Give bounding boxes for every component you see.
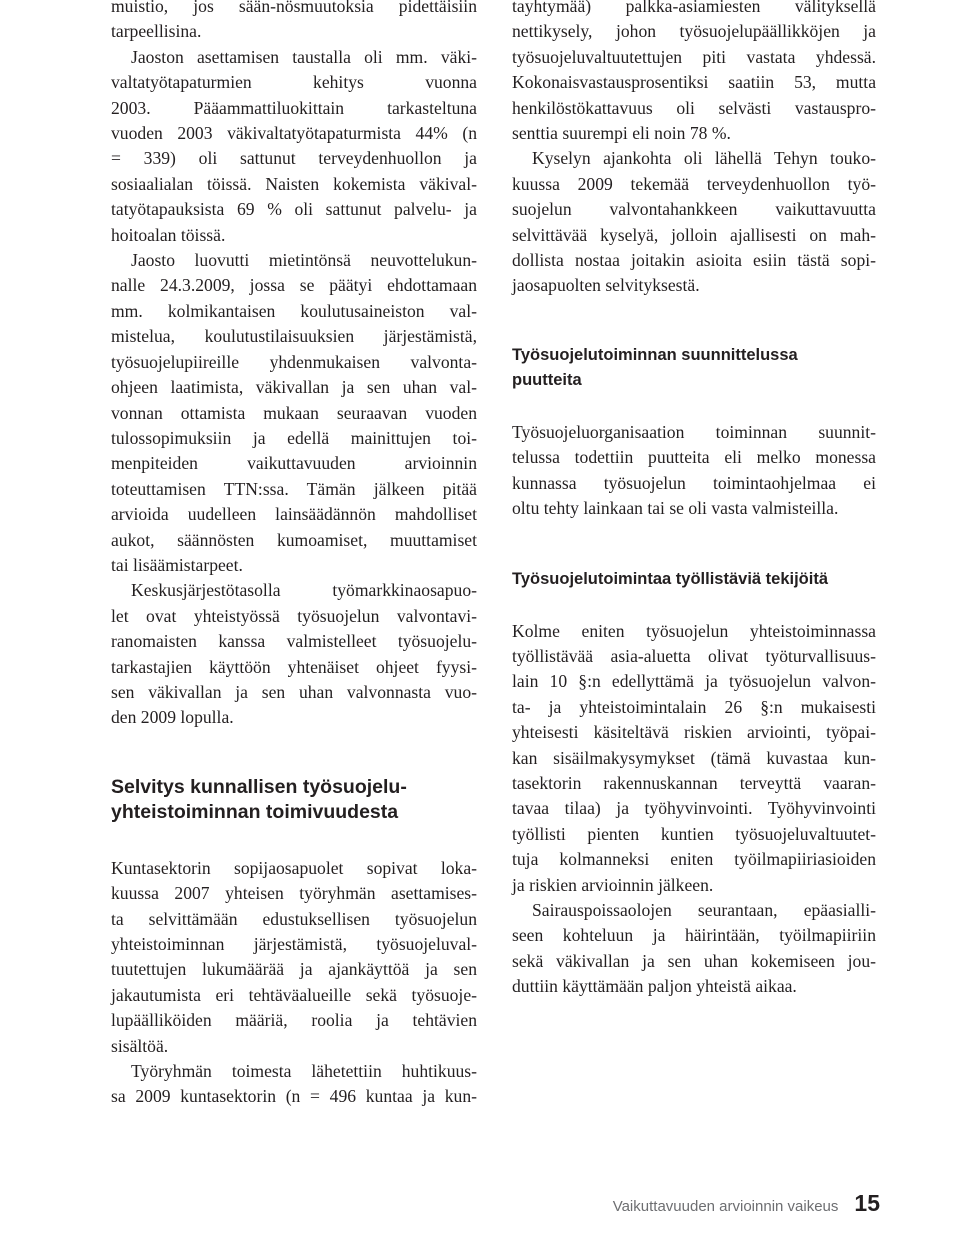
text-line: Jaosto luovutti mietintönsä neuvottelukun-	[131, 250, 477, 271]
page-number: 15	[854, 1190, 880, 1216]
text-line: kan sisäilmakysymykset (tämä kuvastaa kun-	[512, 747, 876, 768]
paragraph	[512, 0, 876, 146]
text-line: mistelua, koulutustilaisuuksien järjestämistä,	[111, 326, 477, 347]
text-line: tuja kolmanneksi eniten työilmapiiriasioiden	[512, 849, 876, 870]
paragraph	[512, 619, 876, 898]
paragraph	[512, 146, 876, 298]
text-line: yhteistoiminnan järjestämistä, työsuojeluval-	[111, 934, 477, 954]
text-line: oltu tehty lainkaan tai se oli vasta valmisteilla.	[512, 498, 839, 519]
text-line: seen kohteluun ja häirintään, työilmapiiriin	[512, 925, 876, 946]
text-line: tayhtymää) palkka-asiamiesten välityksellä	[512, 0, 876, 16]
text-line: den 2009 lopulla.	[111, 707, 234, 728]
text-line: tulossopimuksiin ja edellä mainittujen toi-	[111, 427, 477, 448]
text-line: Työsuojeluorganisaation toiminnan suunnit-	[512, 421, 876, 442]
text-line: Kolme eniten työsuojelun yhteistoiminnassa	[512, 620, 876, 641]
text-line: = 339) oli sattunut terveydenhuollon ja	[111, 148, 477, 169]
text-line: nalle 24.3.2009, jossa se päätyi ehdottamaan	[111, 275, 477, 296]
paragraph	[111, 1059, 477, 1110]
text-line: ja riskien arvioinnin jälkeen.	[512, 874, 714, 895]
text-line: ta- ja yhteistoimintalain 26 §:n mukaisesti	[512, 696, 876, 717]
text-line: arvioida uudelleen lainsäädännön mahdolliset	[111, 504, 477, 525]
text-line: vonnan ottamista mukaan seuraavan vuoden	[111, 402, 477, 423]
text-line: sen väkivallan ja sen uhan valvonnasta vuo-	[111, 681, 477, 702]
section-heading	[512, 343, 876, 393]
text-line: vuoden 2003 väkivaltatyötapaturmista 44% (n	[111, 123, 477, 144]
text-line: tuutettujen lukumäärää ja ajankäyttöä ja sen	[111, 959, 477, 980]
text-line: Kyselyn ajankohta oli lähellä Tehyn touko-	[532, 148, 876, 169]
text-line: kuussa 2007 yhteisen työryhmän asettamises-	[111, 883, 477, 904]
text-line: kuussa 2009 tekemää terveydenhuollon työ-	[512, 173, 876, 194]
section-heading	[512, 567, 876, 592]
text-line: yhteistoiminnan toimivuudesta	[111, 800, 399, 823]
text-line: Kokonaisvastausprosentiksi saatiin 53, mutta	[512, 72, 876, 93]
text-line: toteuttamisen TTN:ssa. Tämän jälkeen pitää	[111, 478, 477, 499]
text-line: lain 10 §:n edellyttämä ja työsuojelun valvon-	[512, 671, 876, 692]
text-line: työsuojelupiireille yhdenmukaisen valvonta-	[111, 351, 477, 372]
text-line: 2003. Pääammattiluokittain tarkasteltuna	[111, 97, 477, 118]
text-line: Työryhmän toimesta lähetettiin huhtikuus-	[131, 1061, 477, 1082]
footer-title: Vaikuttavuuden arvioinnin vaikeus	[612, 1198, 839, 1215]
text-line: työllistävää asia-aluetta olivat työturvallisuus-	[512, 645, 876, 666]
text-line: tarpeellisina.	[111, 21, 202, 42]
text-line: henkilöstökattavuus oli selvästi vastauspro-	[512, 97, 876, 118]
paragraph	[111, 248, 477, 578]
paragraph	[111, 0, 477, 45]
text-line: let ovat yhteistyössä työsuojelun valvontavi-	[111, 605, 477, 626]
text-line: tatyötapauksista 69 % oli sattunut palvelu- ja	[111, 199, 477, 220]
text-line: tasektorin rakennuskannan terveyttä vaaran-	[512, 772, 876, 793]
text-line: puutteita	[512, 370, 582, 389]
text-line: muistio, jos sään-nösmuutoksia pidettäisiin	[111, 0, 477, 16]
text-line: aukot, säännösten kumoamiset, muuttamiset	[111, 529, 477, 550]
text-line: ohjeen laatimista, väkivallan ja sen uhan val-	[111, 377, 477, 398]
paragraph	[111, 856, 477, 1059]
text-line: Työsuojelutoiminnan suunnittelussa	[512, 345, 798, 364]
text-line: sekä väkivallan ja sen uhan kokemiseen jou-	[512, 950, 876, 971]
text-line: mm. kolmikantaisen koulutusaineiston val-	[111, 300, 477, 321]
text-line: kunnassa työsuojelun toimintaohjelmaa ei	[512, 472, 876, 493]
text-line: jaosapuolten selvityksestä.	[512, 275, 700, 296]
text-line: jakautumista eri tehtäväalueille sekä työsuoje-	[111, 984, 477, 1005]
text-line: senttia suurempi eli noin 78 %.	[512, 123, 731, 144]
text-line: telussa todettiin puutteita eli melko monessa	[512, 447, 876, 468]
text-line: menpiteiden vaikuttavuuden arvioinnin	[111, 453, 477, 474]
page-footer	[560, 1190, 880, 1220]
text-line: Sairauspoissaolojen seurantaan, epäasialli-	[532, 899, 876, 920]
text-line: dollista nostaa joitakin asioita esiin tästä sopi-	[512, 250, 876, 271]
text-line: työsuojeluvaltuutettujen piti vastata yhdessä.	[512, 46, 876, 67]
text-line: Keskusjärjestötasolla työmarkkinaosapuo-	[131, 580, 477, 601]
text-line: ranomaisten kanssa valmistelleet työsuojelu-	[111, 631, 477, 652]
text-line: yhteisesti käsiteltävä riskien arviointi, työpai-	[512, 722, 876, 743]
text-line: suojelun valvontahankkeen vaikuttavuutta	[512, 199, 876, 220]
text-line: sosiaalialan töissä. Naisten kokemista väkival-	[111, 173, 477, 194]
paragraph	[111, 45, 477, 248]
text-line: duttiin käyttämään paljon yhteistä aikaa.	[512, 976, 797, 997]
text-line: ta selvittämään edustuksellisen työsuojelun	[111, 908, 477, 929]
text-line: lupäälliköiden määriä, roolia ja tehtävien	[111, 1010, 477, 1031]
text-line: hoitoalan töissä.	[111, 224, 226, 245]
section-heading	[111, 775, 477, 825]
text-line: Kuntasektorin sopijaosapuolet sopivat loka-	[111, 857, 477, 878]
text-line: Työsuojelutoimintaa työllistäviä tekijöitä	[512, 569, 829, 588]
left-column	[111, 0, 477, 1110]
paragraph	[111, 578, 477, 730]
paragraph	[512, 420, 876, 522]
text-line: selvittävää kyselyä, jolloin ajallisesti on mah-	[512, 224, 876, 245]
text-line: tarkastajien käyttöön yhtenäiset ohjeet fyysi-	[111, 656, 477, 677]
text-line: Selvitys kunnallisen työsuojelu-	[111, 775, 407, 798]
right-column	[512, 0, 876, 1000]
text-line: valtatyötapaturmien kehitys vuonna	[111, 72, 477, 93]
paragraph	[512, 898, 876, 1000]
text-line: sisältöä.	[111, 1035, 169, 1056]
text-line: Jaoston asettamisen taustalla oli mm. väki-	[131, 46, 477, 67]
text-line: sa 2009 kuntasektorin (n = 496 kuntaa ja kun-	[111, 1086, 477, 1107]
text-line: nettikysely, johon työsuojelupäällikköjen ja	[512, 21, 876, 42]
text-line: tai lisäämistarpeet.	[111, 554, 243, 575]
text-line: työllisti pienten kuntien työsuojeluvaltuutet-	[512, 823, 876, 844]
text-line: tavaa tilaa) ja työhyvinvointi. Työhyvinvointi	[512, 798, 876, 819]
